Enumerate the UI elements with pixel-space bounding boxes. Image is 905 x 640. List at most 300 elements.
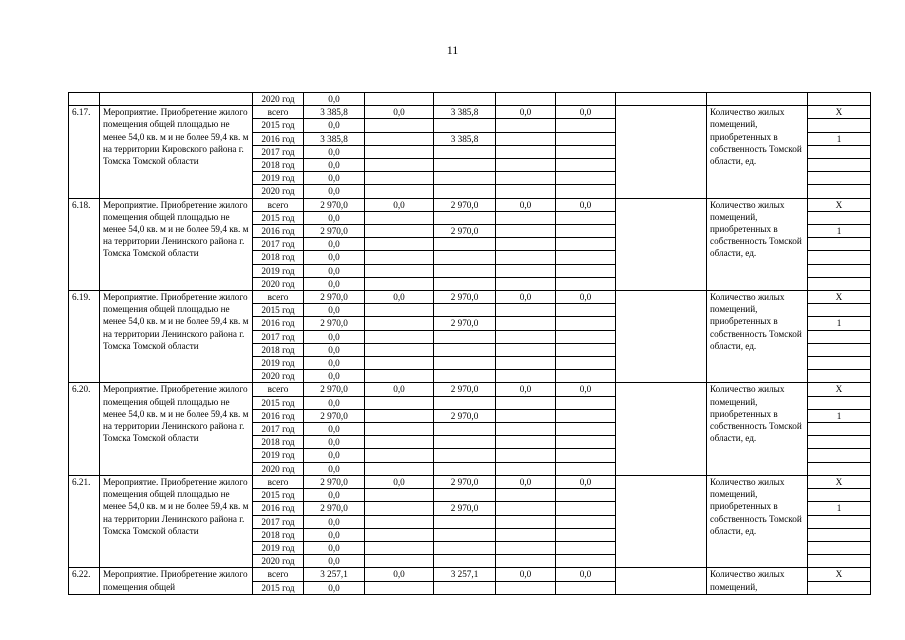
cell-col6 [616, 106, 707, 198]
cell-col6 [616, 568, 707, 594]
cell-col5 [556, 502, 616, 515]
cell-col3 [434, 251, 496, 264]
indicator-value [808, 238, 871, 251]
cell-col5 [556, 119, 616, 132]
cell-indicator [707, 93, 808, 106]
cell-col4: 0,0 [496, 475, 556, 488]
cell-col3: 2 970,0 [434, 409, 496, 422]
cell-total: 2 970,0 [304, 291, 365, 304]
cell-year: 2019 год [253, 172, 304, 185]
cell-col3 [434, 489, 496, 502]
cell-col4 [496, 357, 556, 370]
measure-description: Мероприятие. Приобретение жилого помещения общей площадью не менее 54,0 кв. м и не более 59,4 кв. м на территории Ленинского района г. Томска Томской области [100, 291, 253, 383]
indicator-value [808, 581, 871, 594]
program-table [68, 92, 871, 595]
cell-col5 [556, 317, 616, 330]
cell-col3 [434, 541, 496, 554]
cell-col3 [434, 581, 496, 594]
cell-total: 3 257,1 [304, 568, 365, 581]
cell-col2 [365, 343, 434, 356]
cell-col6 [616, 93, 707, 106]
cell-total: 0,0 [304, 277, 365, 290]
cell-col3: 2 970,0 [434, 383, 496, 396]
cell-col5 [556, 462, 616, 475]
measure-number: 6.18. [69, 198, 100, 290]
cell-col5 [556, 423, 616, 436]
cell-col3 [434, 528, 496, 541]
cell-col3 [434, 515, 496, 528]
measure-number: 6.21. [69, 475, 100, 567]
cell-col2 [365, 370, 434, 383]
cell-col5: 0,0 [556, 291, 616, 304]
cell-total: 0,0 [304, 93, 365, 106]
cell-total: 0,0 [304, 489, 365, 502]
cell-year: 2017 год [253, 330, 304, 343]
table-row [69, 198, 871, 211]
cell-col5 [556, 357, 616, 370]
cell-col4: 0,0 [496, 383, 556, 396]
cell-col4 [496, 515, 556, 528]
cell-col2 [365, 515, 434, 528]
cell-year: всего [253, 291, 304, 304]
table-row [69, 106, 871, 119]
cell-col4: 0,0 [496, 198, 556, 211]
cell-col2 [365, 304, 434, 317]
cell-col5 [556, 541, 616, 554]
cell-col3 [434, 343, 496, 356]
cell-col4 [496, 409, 556, 422]
cell-col4 [496, 159, 556, 172]
cell-col3 [434, 396, 496, 409]
cell-year: 2020 год [253, 555, 304, 568]
cell-col3 [434, 238, 496, 251]
cell-col5: 0,0 [556, 475, 616, 488]
cell-col2 [365, 449, 434, 462]
cell-year: 2016 год [253, 317, 304, 330]
cell-total: 0,0 [304, 396, 365, 409]
measure-number: 6.17. [69, 106, 100, 198]
cell-col2 [365, 225, 434, 238]
table-row [69, 383, 871, 396]
cell-year: 2020 год [253, 370, 304, 383]
cell-col3 [434, 277, 496, 290]
cell-year: 2017 год [253, 515, 304, 528]
indicator-value [808, 343, 871, 356]
cell-year: 2015 год [253, 119, 304, 132]
indicator-value [808, 370, 871, 383]
cell-col5 [556, 159, 616, 172]
cell-col3: 2 970,0 [434, 198, 496, 211]
cell-col4: 0,0 [496, 568, 556, 581]
cell-col5 [556, 211, 616, 224]
cell-col3 [434, 93, 496, 106]
cell-col5 [556, 145, 616, 158]
cell-col5: 0,0 [556, 568, 616, 581]
indicator-value [808, 172, 871, 185]
cell-col5 [556, 555, 616, 568]
table-row [69, 568, 871, 581]
cell-year: 2020 год [253, 277, 304, 290]
cell-col4 [496, 304, 556, 317]
cell-total: 2 970,0 [304, 409, 365, 422]
cell-col4 [496, 132, 556, 145]
table-row [69, 475, 871, 488]
cell-col5 [556, 251, 616, 264]
cell-col5 [556, 528, 616, 541]
cell-col5 [556, 225, 616, 238]
cell-col2 [365, 436, 434, 449]
cell-col2 [365, 462, 434, 475]
cell-col3 [434, 423, 496, 436]
cell-col4 [496, 225, 556, 238]
measure-description: Мероприятие. Приобретение жилого помещения общей [100, 568, 253, 594]
cell-year: всего [253, 568, 304, 581]
cell-year: 2018 год [253, 528, 304, 541]
cell-col5 [556, 581, 616, 594]
cell-total: 0,0 [304, 528, 365, 541]
indicator-value: Х [808, 198, 871, 211]
cell-col4 [496, 436, 556, 449]
indicator-value [808, 277, 871, 290]
cell-col3: 2 970,0 [434, 291, 496, 304]
indicator-value: 1 [808, 317, 871, 330]
cell-col3 [434, 264, 496, 277]
indicator-value: 1 [808, 132, 871, 145]
cell-year: 2019 год [253, 541, 304, 554]
cell-col3: 2 970,0 [434, 502, 496, 515]
cell-col3: 3 385,8 [434, 132, 496, 145]
cell-total: 0,0 [304, 264, 365, 277]
indicator-value: 1 [808, 409, 871, 422]
cell-col2 [365, 555, 434, 568]
cell-col4 [496, 211, 556, 224]
cell-col5 [556, 370, 616, 383]
cell-col4 [496, 581, 556, 594]
cell-col5 [556, 409, 616, 422]
cell-col2 [365, 238, 434, 251]
cell-col5 [556, 304, 616, 317]
cell-col4 [496, 238, 556, 251]
cell-col2 [365, 409, 434, 422]
cell-col4 [496, 449, 556, 462]
measure-description: Мероприятие. Приобретение жилого помещения общей площадью не менее 54,0 кв. м и не более 59,4 кв. м на территории Ленинского района г. Томска Томской области [100, 475, 253, 567]
cell-col3 [434, 370, 496, 383]
cell-total: 0,0 [304, 304, 365, 317]
cell-col5 [556, 172, 616, 185]
indicator-name: Количество жилых помещений, приобретенных в собственность Томской области, ед. [707, 198, 808, 290]
cell-total: 0,0 [304, 370, 365, 383]
cell-col3 [434, 304, 496, 317]
cell-total: 0,0 [304, 357, 365, 370]
cell-col3 [434, 172, 496, 185]
cell-total: 0,0 [304, 462, 365, 475]
cell-col4 [496, 489, 556, 502]
measure-description: Мероприятие. Приобретение жилого помещения общей площадью не менее 54,0 кв. м и не более 59,4 кв. м на территории Кировского района г. Томска Томской области [100, 106, 253, 198]
cell-year: всего [253, 475, 304, 488]
cell-year: 2018 год [253, 436, 304, 449]
cell-year: 2019 год [253, 357, 304, 370]
indicator-value [808, 304, 871, 317]
cell-col4 [496, 370, 556, 383]
cell-col5: 0,0 [556, 383, 616, 396]
cell-total: 0,0 [304, 581, 365, 594]
cell-col5: 0,0 [556, 198, 616, 211]
cell-col4 [496, 185, 556, 198]
cell-col4 [496, 555, 556, 568]
cell-col3 [434, 211, 496, 224]
cell-col2 [365, 489, 434, 502]
cell-total: 0,0 [304, 238, 365, 251]
cell-col5 [556, 93, 616, 106]
cell-col2 [365, 396, 434, 409]
cell-total: 0,0 [304, 555, 365, 568]
cell-col5 [556, 185, 616, 198]
indicator-value [808, 330, 871, 343]
indicator-value [808, 264, 871, 277]
cell-total: 0,0 [304, 185, 365, 198]
cell-total: 0,0 [304, 145, 365, 158]
cell-col3 [434, 119, 496, 132]
cell-col2 [365, 541, 434, 554]
cell-col5 [556, 515, 616, 528]
cell-total: 0,0 [304, 172, 365, 185]
indicator-value: Х [808, 383, 871, 396]
cell-col5 [556, 264, 616, 277]
cell-col2: 0,0 [365, 106, 434, 119]
cell-col5 [556, 277, 616, 290]
cell-year: 2015 год [253, 581, 304, 594]
cell-indicator-value [808, 93, 871, 106]
cell-col3 [434, 449, 496, 462]
cell-col3 [434, 555, 496, 568]
indicator-value: Х [808, 568, 871, 581]
cell-col4 [496, 462, 556, 475]
cell-col4 [496, 502, 556, 515]
cell-year: 2017 год [253, 423, 304, 436]
cell-year: 2019 год [253, 264, 304, 277]
indicator-value [808, 541, 871, 554]
indicator-value: 1 [808, 225, 871, 238]
cell-total: 0,0 [304, 251, 365, 264]
cell-col5 [556, 238, 616, 251]
cell-col2 [365, 277, 434, 290]
cell-col2 [365, 317, 434, 330]
cell-col4 [496, 251, 556, 264]
cell-col3 [434, 436, 496, 449]
cell-col5 [556, 343, 616, 356]
cell-col2: 0,0 [365, 383, 434, 396]
cell-col4 [496, 119, 556, 132]
cell-total: 0,0 [304, 119, 365, 132]
cell-col4 [496, 264, 556, 277]
indicator-value: Х [808, 106, 871, 119]
indicator-value [808, 555, 871, 568]
cell-col3 [434, 330, 496, 343]
cell-total: 2 970,0 [304, 198, 365, 211]
page-number: 11 [446, 43, 459, 57]
table-row [69, 291, 871, 304]
cell-total: 2 970,0 [304, 502, 365, 515]
indicator-value [808, 423, 871, 436]
cell-total: 0,0 [304, 343, 365, 356]
cell-total: 0,0 [304, 159, 365, 172]
cell-col2 [365, 357, 434, 370]
cell-year: 2015 год [253, 396, 304, 409]
indicator-value [808, 515, 871, 528]
cell-total: 0,0 [304, 330, 365, 343]
cell-col3 [434, 159, 496, 172]
cell-total: 2 970,0 [304, 383, 365, 396]
measure-description: Мероприятие. Приобретение жилого помещения общей площадью не менее 54,0 кв. м и не более 59,4 кв. м на территории Ленинского района г. Томска Томской области [100, 198, 253, 290]
cell-col2: 0,0 [365, 475, 434, 488]
table-body [69, 93, 871, 595]
cell-col2 [365, 172, 434, 185]
cell-year: всего [253, 106, 304, 119]
cell-col3: 2 970,0 [434, 317, 496, 330]
cell-total: 0,0 [304, 449, 365, 462]
cell-col2 [365, 528, 434, 541]
indicator-value: Х [808, 291, 871, 304]
cell-col5 [556, 436, 616, 449]
cell-total: 2 970,0 [304, 225, 365, 238]
cell-year: 2020 год [253, 462, 304, 475]
cell-col4: 0,0 [496, 106, 556, 119]
cell-col6 [616, 475, 707, 567]
cell-col3 [434, 145, 496, 158]
cell-col2: 0,0 [365, 198, 434, 211]
cell-col2 [365, 502, 434, 515]
indicator-value [808, 449, 871, 462]
cell-year: 2018 год [253, 159, 304, 172]
cell-col6 [616, 383, 707, 475]
indicator-value [808, 462, 871, 475]
cell-col3 [434, 357, 496, 370]
cell-col3: 2 970,0 [434, 475, 496, 488]
cell-col4 [496, 145, 556, 158]
indicator-value: Х [808, 475, 871, 488]
cell-col2 [365, 159, 434, 172]
indicator-value [808, 357, 871, 370]
cell-num [69, 93, 100, 106]
cell-total: 0,0 [304, 541, 365, 554]
cell-col2 [365, 251, 434, 264]
cell-col2 [365, 132, 434, 145]
cell-col3 [434, 185, 496, 198]
indicator-name: Количество жилых помещений, приобретенных в собственность Томской области, ед. [707, 475, 808, 567]
cell-col3: 3 385,8 [434, 106, 496, 119]
cell-desc [100, 93, 253, 106]
cell-col2 [365, 119, 434, 132]
cell-col2 [365, 264, 434, 277]
cell-col4 [496, 343, 556, 356]
cell-col4 [496, 93, 556, 106]
cell-col2 [365, 145, 434, 158]
cell-col3 [434, 462, 496, 475]
cell-year: 2016 год [253, 409, 304, 422]
cell-total: 0,0 [304, 423, 365, 436]
cell-col5 [556, 330, 616, 343]
cell-total: 2 970,0 [304, 317, 365, 330]
cell-col2 [365, 93, 434, 106]
indicator-value [808, 185, 871, 198]
measure-number: 6.19. [69, 291, 100, 383]
cell-col2 [365, 211, 434, 224]
indicator-value [808, 251, 871, 264]
cell-col4 [496, 528, 556, 541]
cell-year: 2015 год [253, 304, 304, 317]
cell-col2 [365, 330, 434, 343]
cell-col4 [496, 172, 556, 185]
indicator-value: 1 [808, 502, 871, 515]
cell-total: 0,0 [304, 515, 365, 528]
cell-col4 [496, 541, 556, 554]
indicator-name: Количество жилых помещений, приобретенных в собственность Томской области, ед. [707, 383, 808, 475]
cell-col3: 2 970,0 [434, 225, 496, 238]
cell-col4 [496, 396, 556, 409]
cell-col6 [616, 198, 707, 290]
indicator-value [808, 396, 871, 409]
cell-year: 2016 год [253, 132, 304, 145]
indicator-value [808, 145, 871, 158]
cell-col2 [365, 423, 434, 436]
cell-year: 2020 год [253, 93, 304, 106]
cell-col5: 0,0 [556, 106, 616, 119]
indicator-value [808, 159, 871, 172]
cell-col2 [365, 581, 434, 594]
indicator-value [808, 436, 871, 449]
cell-year: всего [253, 198, 304, 211]
measure-description: Мероприятие. Приобретение жилого помещения общей площадью не менее 54,0 кв. м и не более 59,4 кв. м на территории Ленинского района г. Томска Томской области [100, 383, 253, 475]
cell-total: 3 385,8 [304, 106, 365, 119]
indicator-value [808, 489, 871, 502]
indicator-value [808, 119, 871, 132]
indicator-name: Количество жилых помещений, [707, 568, 808, 594]
cell-col4 [496, 277, 556, 290]
cell-col2: 0,0 [365, 291, 434, 304]
cell-year: 2015 год [253, 211, 304, 224]
cell-year: 2017 год [253, 145, 304, 158]
indicator-name: Количество жилых помещений, приобретенных в собственность Томской области, ед. [707, 291, 808, 383]
cell-col5 [556, 489, 616, 502]
cell-total: 2 970,0 [304, 475, 365, 488]
cell-year: 2016 год [253, 502, 304, 515]
cell-year: всего [253, 383, 304, 396]
cell-col2 [365, 185, 434, 198]
cell-col6 [616, 291, 707, 383]
cell-total: 3 385,8 [304, 132, 365, 145]
cell-col5 [556, 449, 616, 462]
cell-year: 2018 год [253, 343, 304, 356]
cell-year: 2017 год [253, 238, 304, 251]
cell-year: 2018 год [253, 251, 304, 264]
measure-number: 6.20. [69, 383, 100, 475]
measure-number: 6.22. [69, 568, 100, 594]
table-row-carry [69, 93, 871, 106]
cell-col4 [496, 317, 556, 330]
cell-year: 2019 год [253, 449, 304, 462]
cell-total: 0,0 [304, 211, 365, 224]
cell-year: 2020 год [253, 185, 304, 198]
cell-col4: 0,0 [496, 291, 556, 304]
cell-col4 [496, 423, 556, 436]
cell-col5 [556, 396, 616, 409]
indicator-name: Количество жилых помещений, приобретенных в собственность Томской области, ед. [707, 106, 808, 198]
cell-col4 [496, 330, 556, 343]
cell-col2: 0,0 [365, 568, 434, 581]
cell-col3: 3 257,1 [434, 568, 496, 581]
indicator-value [808, 528, 871, 541]
cell-year: 2015 год [253, 489, 304, 502]
